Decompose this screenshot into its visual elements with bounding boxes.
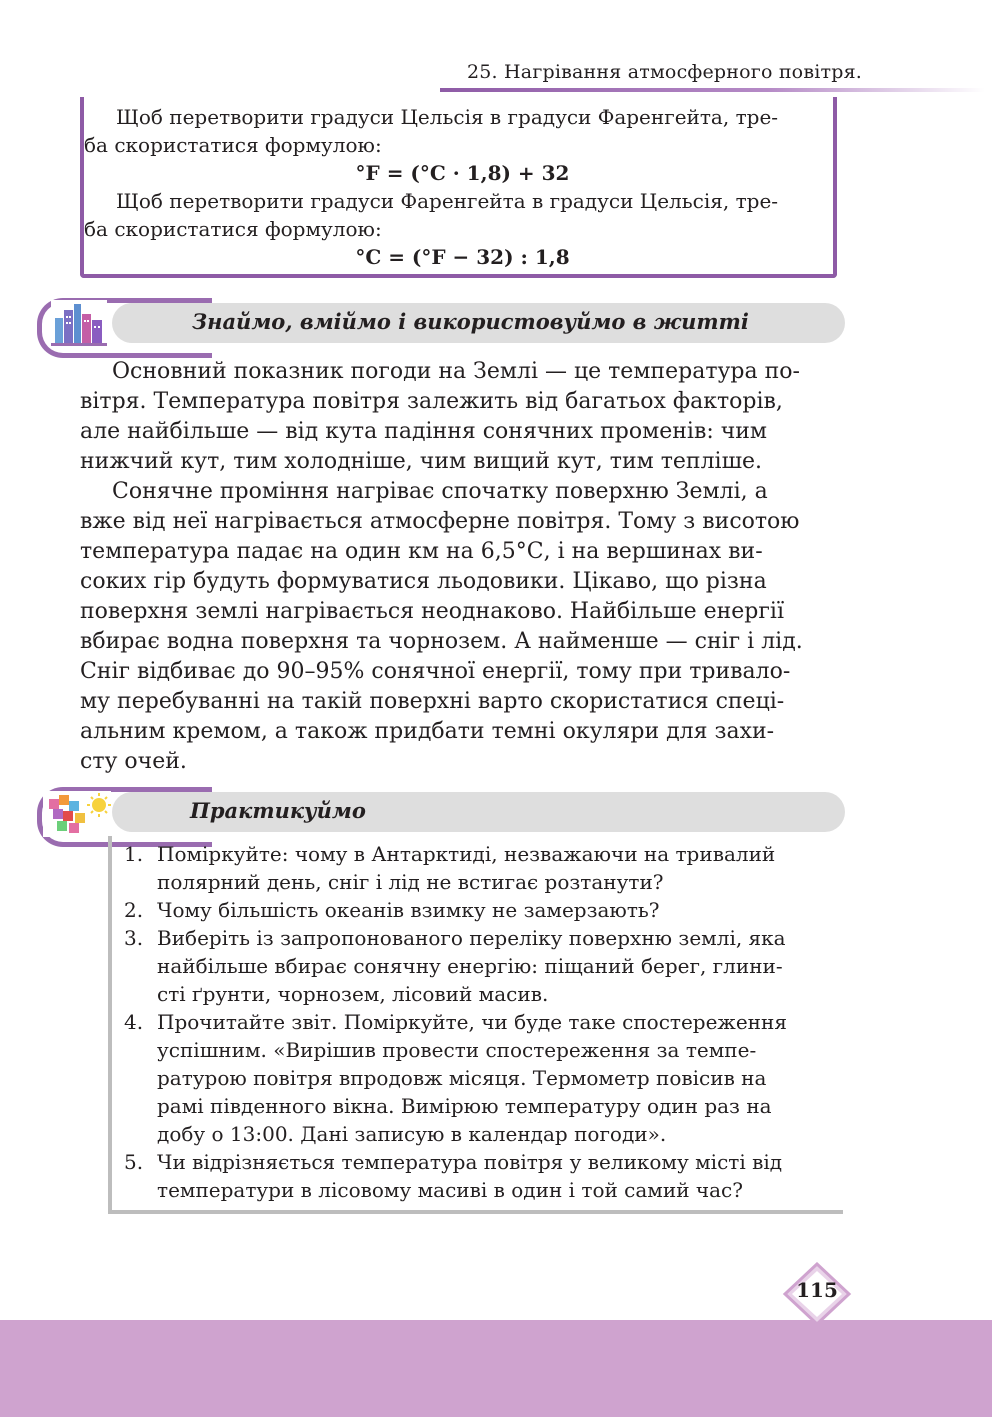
formula-intro-2-line2: ба скористатися формулою:: [84, 217, 382, 241]
item-line: Поміркуйте: чому в Антарктиді, незважаючи на тривалий: [157, 842, 776, 866]
formula-box: [80, 97, 837, 278]
item-number: 2.: [124, 898, 144, 922]
item-line: температури в лісовому масиві в один і той самий час?: [157, 1178, 743, 1202]
body-paragraph-2: [80, 477, 843, 777]
body-line: вже від неї нагрівається атмосферне повітря. Тому з висотою: [80, 509, 800, 534]
body-line: вбирає водна поверхня та чорнозем. А найменше — сніг і лід.: [80, 629, 803, 654]
body-line: вітря. Температура повітря залежить від багатьох факторів,: [80, 389, 783, 414]
item-line: сті ґрунти, чорнозем, лісовий масив.: [157, 982, 549, 1006]
item-line: Виберіть із запропонованого переліку поверхню землі, яка: [157, 926, 786, 950]
body-line: поверхня землі нагрівається неоднаково. Найбільше енергії: [80, 599, 784, 624]
item-number: 1.: [124, 842, 144, 866]
formula-intro-2-line1: Щоб перетворити градуси Фаренгейта в градуси Цельсія, тре-: [116, 189, 779, 213]
item-line: полярний день, сніг і лід не встигає розтанути?: [157, 870, 664, 894]
item-number: 3.: [124, 926, 144, 950]
body-line: але найбільше — від кута падіння сонячних променів: чим: [80, 419, 768, 444]
body-line: му перебуванні на такій поверхні варто скористатися спеці-: [80, 689, 785, 714]
formula-f-to-c: °C = (°F − 32) : 1,8: [355, 245, 570, 269]
item-number: 4.: [124, 1010, 144, 1034]
body-paragraph-1: [80, 357, 843, 477]
section-title-life: Знаймо, вміймо і використовуймо в житті: [192, 309, 749, 334]
formula-intro-2: [84, 187, 836, 243]
item-line: успішним. «Вирішив провести спостереження за темпе-: [157, 1038, 757, 1062]
formula-intro-1: [84, 103, 836, 159]
formula-intro-1-line2: ба скористатися формулою:: [84, 133, 382, 157]
body-line: температура падає на один км на 6,5°С, і на вершинах ви-: [80, 539, 763, 564]
header-rule: [440, 88, 985, 92]
item-line: Чому більшість океанів взимку не замерзають?: [157, 898, 660, 922]
item-number: 5.: [124, 1150, 144, 1174]
body-line: Основний показник погоди на Землі — це температура по-: [112, 359, 800, 384]
footer-band: [0, 1320, 992, 1417]
item-line: Чи відрізняється температура повітря у великому місті від: [157, 1150, 783, 1174]
page-number: 115: [796, 1278, 838, 1302]
section-banner-life: [37, 298, 845, 354]
body-line: соких гір будуть формуватися льодовики. Цікаво, що різна: [80, 569, 767, 594]
body-line: нижчий кут, тим холодніше, чим вищий кут, тим тепліше.: [80, 449, 763, 474]
city-buildings-icon: [51, 300, 107, 350]
section-title-practice: Практикуймо: [190, 798, 366, 823]
item-line: рамі південного вікна. Вимірюю температуру один раз на: [157, 1094, 772, 1118]
body-line: альним кремом, а також придбати темні окуляри для захи-: [80, 719, 775, 744]
item-line: Прочитайте звіт. Поміркуйте, чи буде таке спостереження: [157, 1010, 787, 1034]
item-line: найбільше вбирає сонячну енергію: піщаний берег, глини-: [157, 954, 783, 978]
body-line: сту очей.: [80, 749, 187, 774]
section-banner-practice: [37, 787, 845, 843]
item-line: добу о 13:00. Дані записую в календар погоди».: [157, 1122, 667, 1146]
formula-intro-1-line1: Щоб перетворити градуси Цельсія в градуси Фаренгейта, тре-: [116, 105, 779, 129]
body-line: Сніг відбиває до 90–95% сонячної енергії, тому при тривало-: [80, 659, 791, 684]
item-line: ратурою повітря впродовж місяця. Термометр повісив на: [157, 1066, 767, 1090]
formula-c-to-f: °F = (°C · 1,8) + 32: [355, 161, 570, 185]
puzzle-sun-icon: [43, 791, 111, 841]
body-line: Сонячне проміння нагріває спочатку поверхню Землі, а: [112, 479, 768, 504]
running-title: 25. Нагрівання атмосферного повітря.: [466, 61, 862, 83]
